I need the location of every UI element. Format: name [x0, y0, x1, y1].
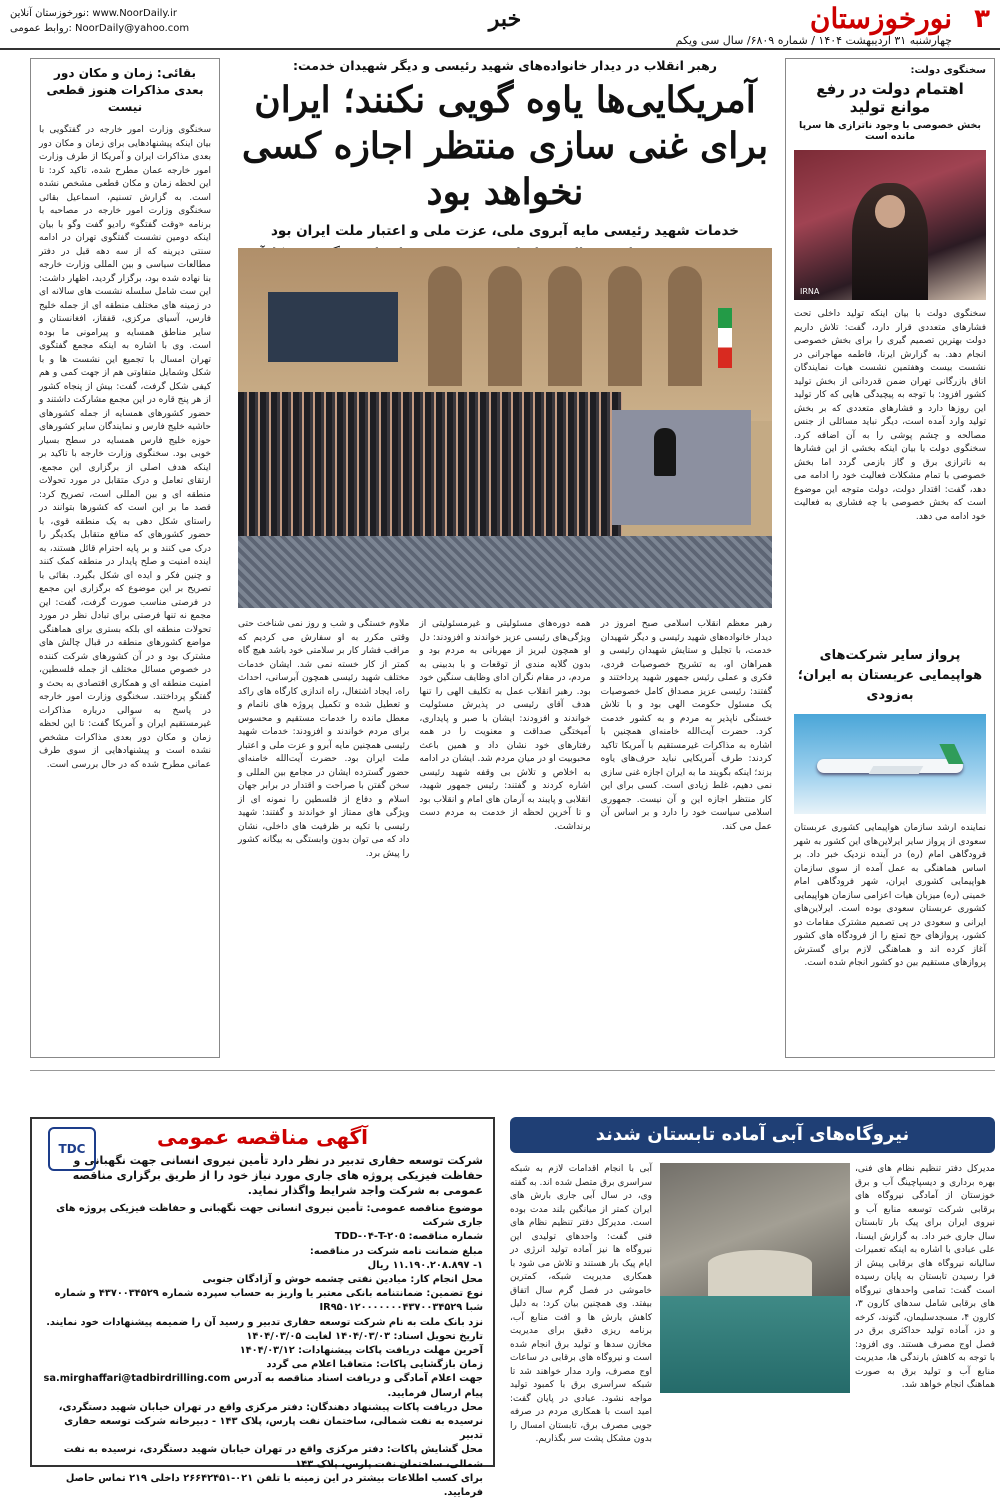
power-column-right: مدیرکل دفتر تنظیم نظام های فنی، بهره برداری و دیسپاچینگ آب و برق خوزستان از آمادگی نیروگاه های برقابی شرکت توسعه منابع آب و نیروی ایران برای پیک بار تابستان سال جاری خبر داد. به گزارش ایسنا، علی عبادی با اشاره به اینکه تعمیرات سالیانه نیروگاه های برقابی پیش از فرا رسیدن تابستان به پایان رسیده است گفت: تمامی واحدهای نیروگاه های برقابی شامل سدهای کارون ۳، کارون ۴، مسجدسلیمان، گتوند، کرخه و دز، آماده تولید حداکثری برق در فصل اوج مصرف هستند. وی افزود: با توجه به کاهش بارندگی ها، مدیریت منابع آب و تولید برق به صورت هماهنگ انجام خواهد شد.	[855, 1164, 995, 1390]
photo-face	[875, 195, 906, 228]
tender-row: جهت اعلام آمادگی و دریافت اسناد مناقصه به آدرس sa.mirghaffari@tadbirdrilling.com پیام ارسال فرمایید.	[43, 1373, 483, 1399]
tender-row: محل گشایش پاکات: دفتر مرکزی واقع در تهران خیابان شهید دستگردی، نرسیده به نفت شمالی، ساختمان نفت پارس، پلاک ۱۴۳	[63, 1444, 483, 1470]
tender-org: شرکت توسعه حفاری تدبیر در نظر دارد تأمین نیروی انسانی جهت نگهبانی و حفاظت فیزیکی پروژه های جاری مورد نیاز خود را از طریق برگزاری مناقصه عمومی به شرکت واجد شرایط واگذار نماید.	[72, 1154, 483, 1197]
hall-arch	[428, 266, 462, 386]
tender-row: ۱- ۱۱.۱۹۰.۲۰۸.۸۹۷ ریال	[367, 1259, 483, 1271]
main-subheadline-1: خدمات شهید رئیسی مایه آبروی ملی، عزت ملی و اعتبار ملت ایران بود	[270, 223, 740, 239]
tender-title: آگهی مناقصه عمومی	[156, 1125, 369, 1149]
hall-arch	[548, 266, 582, 386]
main-column-2: همه دوره‌های مسئولیتی و غیرمسئولیتی از ویژگی‌های رئیسی عزیز خواندند و افزودند: دل او همچون لبریز از مهربانی به مردم بود و بدون گلایه مندی از توقعات و با بدبینی به مردم، در مقام نگران ادای وظایف سنگین خود بود. رهبر انقلاب عمل به تکلیف الهی را تنها هدف آقای رئیسی در پذیرش مسئولیت خواندند و افزودند: ایشان با صبر و پایداری، آمیختگی صداقت و معنویت را در همه رفتارهای خود نشان داد و همین باعث محبوبیت او در میان مردم شد. ایشان در ادامه به اخلاص و تلاش بی وقفه شهید رئیسی اشاره کردند و گفتند: رئیس جمهور شهید، انقلابی و پایبند به آرمان های امام و انقلاب بود و تا آخرین لحظه از خدمت به مردم دست برنداشت.	[419, 619, 591, 832]
power-column-left: آبی با انجام اقدامات لازم به شبکه سراسری برق متصل شده اند. به گفته وی، در سال آبی جاری بارش های ایران کمتر از میانگین بلند مدت بوده است. مدیرکل دفتر تنظیم نظام های فنی گفت: واحدهای تولیدی این نیروگاه ها نیز آماده تولید انرژی در ایام پیک بار هستند و تلاش می شود با همکاری مدیریت شبکه، کمترین خاموشی در فصل گرم سال اتفاق بیفتد. وی همچنین بیان کرد: به دلیل کاهش بارش ها و افت منابع آب، برنامه ریزی دقیق برای مدیریت مخازن سدها و تولید برق انجام شده است و نیروگاه های برقابی در ساعات اوج مصرف، وارد مدار خواهند شد تا شبکه سراسری برق با کمبود تولید مواجه نشود. عبادی در پایان گفت: امید است با همکاری مردم در صرفه جویی مصرف برق، تابستان امسال را بدون مشکل پشت سر بگذاریم.	[510, 1164, 652, 1444]
sidebar-headline-2: پرواز سایر شرکت‌های هواپیمایی عربستان به ایران؛ به‌زودی	[797, 648, 983, 703]
email-line: روابط عمومی: NoorDaily@yahoo.com	[10, 23, 190, 34]
main-columns	[238, 618, 772, 1058]
tender-row: تاریخ تحویل اسناد: ۱۴۰۴/۰۳/۰۳ لغایت ۱۴۰۴/۰۳/۰۵	[246, 1330, 483, 1342]
right-sidebar	[785, 58, 995, 1058]
spokesperson-photo	[794, 150, 986, 300]
sidebar-subheadline: بخش خصوصی با وجود ناترازی ها سرپا مانده است	[799, 120, 981, 142]
plane-wing	[868, 766, 923, 774]
tender-row: محل دریافت پاکات پیشنهاد دهندگان: دفتر مرکزی واقع در تهران خیابان شهید دستگردی، نرسیده به نفت شمالی، ساختمان نفت پارس، پلاک ۱۴۳ - دبیرخانه شرکت توسعه حفاری تدبیر	[58, 1401, 483, 1442]
main-column-1: رهبر معظم انقلاب اسلامی صبح امروز در دیدار خانواده‌های شهید رئیسی و دیگر شهیدان خدمت، با تجلیل و ستایش شهیدان رئیسی و همراهان او، به تشریح خصوصیات فردی، فکری و عملی رئیس جمهور شهید پرداختند و گفتند: رئیسی عزیز مصداق کامل خصوصیات یک مسئول حکومت الهی بود و با تلاش خستگی ناپذیر به مردم و به کشور خدمت کرد. حضرت آیت‌الله خامنه‌ای همچنین با اشاره به مذاکرات غیرمستقیم با آمریکا تاکید کردند: طرف آمریکایی نباید حرف‌های یاوه بزند؛ اینکه بگویند ما به ایران اجازه غنی سازی نمی دهیم، غلط زیادی است. کسی برای این کار منتظر اجازه این و آن نیست. جمهوری اسلامی سیاست خود را دارد و بر اساس آن عمل می کند.	[600, 619, 772, 832]
tender-row: آخرین مهلت دریافت پاکات پیشنهادات: ۱۴۰۴/۰۳/۱۲	[239, 1345, 483, 1357]
contact-info	[10, 6, 189, 36]
dam-reservoir	[660, 1296, 850, 1393]
website-line: نورخوزستان آنلاین: www.NoorDaily.ir	[10, 8, 177, 19]
dam-photo	[660, 1163, 850, 1393]
tender-row: برای کسب اطلاعات بیشتر در این زمینه با تلفن ۰۲۱-۲۶۶۴۲۴۵۱ داخلی ۲۱۹ تماس حاصل فرمایید.	[65, 1472, 483, 1499]
main-headline: آمریکایی‌ها یاوه گویی نکنند؛ ایران برای غنی سازی منتظر اجازه کسی نخواهد بود	[241, 79, 769, 213]
main-story	[230, 58, 780, 1058]
audience-crowd	[238, 392, 622, 554]
tender-row: مبلغ ضمانت نامه شرکت در مناقصه:	[309, 1245, 483, 1257]
main-overline: رهبر انقلاب در دیدار خانواده‌های شهید رئیسی و دیگر شهیدان خدمت:	[292, 58, 717, 73]
hall-banner	[268, 292, 398, 362]
power-banner: نیروگاه‌های آبی آماده تابستان شدند	[510, 1117, 995, 1153]
tender-row: موضوع مناقصه عمومی: تأمین نیروی انسانی جهت نگهبانی و حفاظت فیزیکی پروژه های جاری شرکت	[56, 1203, 483, 1229]
sidebar-kicker: سخنگوی دولت:	[910, 65, 986, 76]
masthead	[0, 0, 1000, 50]
tender-row: محل انجام کار: میادین نفتی چشمه خوش و آزادگان جنوبی	[202, 1274, 483, 1286]
stage	[612, 410, 751, 525]
iran-flag	[718, 308, 732, 368]
company-logo: TDC	[48, 1127, 96, 1171]
speaker-figure	[654, 428, 676, 476]
tender-row: زمان بازگشایی پاکات: متعاقبا اعلام می گردد	[266, 1359, 483, 1371]
newspaper-logo: نورخوزستان	[809, 2, 952, 35]
left-body: سخنگوی وزارت امور خارجه در گفتگویی با بیان اینکه پیشنهادهایی برای زمان و مکان دور بعدی مذاکرات ایران و آمریکا از طرف وزارت امور خارجه عمان مطرح شده، تاکید کرد: تا این لحظه زمان و مکان قطعی مشخص نشده است. به گزارش تسنیم، اسماعیل بقائی سخنگوی وزارت امور خارجه در مصاحبه با برنامه «وقت گفتگو» رادیو گفت وگو با بیان اینکه دومین نشست گفتگوی تهران در ادامه سنتی دیرینه که از سه دهه قبل در دفتر مطالعات سیاسی و بین المللی وزارت خارجه بنا نهاده شده بود، برگزار گردید، اظهار داشت: این ست شامل سلسله نشست های سالانه ای در زمینه های مختلف منطقه ای از جمله خلیج فارس، آسیای مرکزی، قفقاز، افغانستان و سایر مناطق همسایه و پیرامونی ما بوده است. وی با اشاره به اینکه مجمع گفتگوی تهران امسال با تجمیع این نشست ها و با شکل وشمایل متفاوتی هم از جهت کمی و هم کیفی شکل گرفت، گفت: بیش از پنجاه کشور از هر پنج قاره در این مجمع مشارکت داشتند و حضور کشورهای همسایه از جمله کشورهای حاشیه خلیج فارس و نمایندگان سایر کشورهای حوزه خلیج فارس همسایه در سطح بسیار خوبی بود. سخنگوی وزارت خارجه با تاکید بر اینکه هدف اصلی از برگزاری این مجمع، ارتقای تعامل و درک متقابل در مورد تحولات منطقه ای و بین المللی است، تصریح کرد: قصد ما بر این است که کشورها بتوانند در راستای شکل دهی به یک منطقه قوی، با حضور کشورهای که منافع متقابل یکدیگر را درک می کنند و بر پایه احترام قائل هستند، به اینده امنیت و صلح پایدار در منطقه کمک کنند و چنین فکر و ایده ای شکل بگیرد. بقائی با تصریح بر این موضوع که برگزاری این مجمع در فرصتی مناسب صورت گرفت، گفت: این مجمع نه تنها فرصتی برای تبادل نظر در مورد تحولات منطقه ای بلکه بستری برای هماهنگی مواضع کشورهای منطقه در قبال چالش های مشترک بود و در آن کشورهای شرکت کننده در خصوص مسائل مختلف از جمله فلسطین، امنیت منطقه ای و همکاری اقتصادی به بحث و گفتگو پرداختند. سخنگوی وزارت امور خارجه در پاسخ به سوالی درباره مذاکرات غیرمستقیم ایران و آمریکا گفت: تا این لحظه زمان و مکان دور بعدی مذاکرات مشخص نشده است و پیشنهادهایی از سوی طرف عمانی مطرح شده که در حال بررسی است.	[39, 125, 211, 770]
dam-wall	[708, 1250, 813, 1296]
left-headline: بقائی: زمان و مکان دور بعدی مذاکرات هنوز قطعی نیست	[46, 66, 204, 114]
sidebar-body-1: سخنگوی دولت با بیان اینکه تولید داخلی تحت فشارهای متعددی قرار دارد، گفت: تلاش داریم دولت بهترین تصمیم گیری را برای بخش خصوصی انجام دهد. به گزارش ایرنا، فاطمه مهاجرانی در نشست بیست وهفتمین نشست هیات نمایندگان اتاق بازرگانی تهران ضمن قدردانی از بخش تولید کشور افزود: با توجه به پیچیدگی هایی که کار تولید این روزها دارد و فشارهای متعددی که بر بخش تولید وارد آمده است، دیگر نباید مسائلی از جنس مصالحه و چشم پوشی را به آن اضافه کرد. سخنگوی دولت با بیان اینکه بخشی از این فشارها به ناترازی برق و گاز بازمی گردد اما بخش خصوصی با تمام مشکلات فعالیت خود را ادامه می دهد، گفت: اقتدار دولت، دولت متوجه این موضوع است که بخش خصوصی با چه فشاری به فعالیت خود ادامه می دهد.	[794, 309, 986, 522]
power-plants-story	[510, 1117, 995, 1467]
airplane-photo	[794, 714, 986, 814]
tender-advertisement	[30, 1117, 495, 1499]
hall-arch	[668, 266, 702, 386]
section-title: خبر	[488, 6, 522, 32]
sidebar-body-2: نماینده ارشد سازمان هواپیمایی کشوری عربستان سعودی از پرواز سایر ایرلاین‌های این کشور به شهر فرودگاهی امام (ره) در آینده نزدیک خبر داد. بر اساس هماهنگی به عمل آمده از سوی سازمان هواپیمایی کشوری ایران، شهر فرودگاهی امام خمینی (ره) میزبان هیات اعزامی سازمان هواپیمایی کشوری عربستان سعودی بوده است. ایرلاین‌های ایرانی و سعودی در پی تصمیم مشترک مقامات دو کشور، پروازهای حج تمتع را از فرودگاه های کشور آغاز کرده اند و هماهنگی لازم برای گسترش پروازهای مستقیم بین دو کشور انجام شده است.	[794, 823, 986, 968]
tender-row: نزد بانک ملت به نام شرکت توسعه حفاری تدبیر و رسید آن را ضمیمه پیشنهادات خود نمایند.	[46, 1316, 483, 1328]
tender-details	[42, 1202, 483, 1500]
hall-arch	[608, 266, 642, 386]
tender-row: شماره مناقصه: TDD-۰۴-T-۲۰۵	[334, 1231, 483, 1243]
left-sidebar	[30, 58, 220, 1058]
meeting-hall-photo	[238, 248, 772, 608]
page-number: ۳	[974, 4, 990, 34]
hall-arch	[488, 266, 522, 386]
carpet	[238, 536, 772, 608]
photo-credit: IRNA	[800, 287, 820, 296]
sidebar-headline: اهتمام دولت در رفع موانع تولید	[816, 80, 964, 116]
tender-row: نوع تضمین: ضمانتنامه بانکی معتبر یا واریز به حساب سپرده شماره ۴۳۷۰۰۳۴۵۲۹ و شماره شبا IR۹۵۰۱۲۰۰۰۰۰۰۰۴۳۷۰۰۳۴۵۲۹	[54, 1288, 483, 1314]
main-column-3: ملاوم خستگی و شب و روز نمی شناخت حتی وقتی مکرر به او سفارش می کردیم که مراقب فشار کار بر سلامتی خود باشد هیچ گاه کمتر از کار خسته نمی شد. ایشان خدمات مختلف شهید رئیسی همچون آبرسانی، احداث راه، ایجاد اشتغال، راه اندازی کارگاه های راکد و تعطیل شده و تکمیل پروژه های ناتمام و معطل مانده را خدمات مستقیم و محسوس برای مردم خواندند و افزودند: خدمات شهید رئیسی همچنین مایه آبرو و عزت ملی و اعتبار ملت ایران بود. حضرت آیت‌الله خامنه‌ای حضور گسترده ایشان در مجامع بین المللی و سخن گفتن با صراحت و اقتدار در برابر جهان اسلام و دفاع از فلسطین را نمونه ای از ویژگی های ممتاز او خواندند و گفتند: شهید رئیسی با تکیه بر ظرفیت های داخلی، نشان داد که می توان بدون وابستگی به بیگانه کشور را پیش برد.	[238, 619, 410, 859]
date-line: چهارشنبه ۳۱ اردیبهشت ۱۴۰۴ / شماره ۶۸۰۹/ سال سی ویکم	[675, 34, 952, 47]
section-divider	[30, 1070, 995, 1071]
